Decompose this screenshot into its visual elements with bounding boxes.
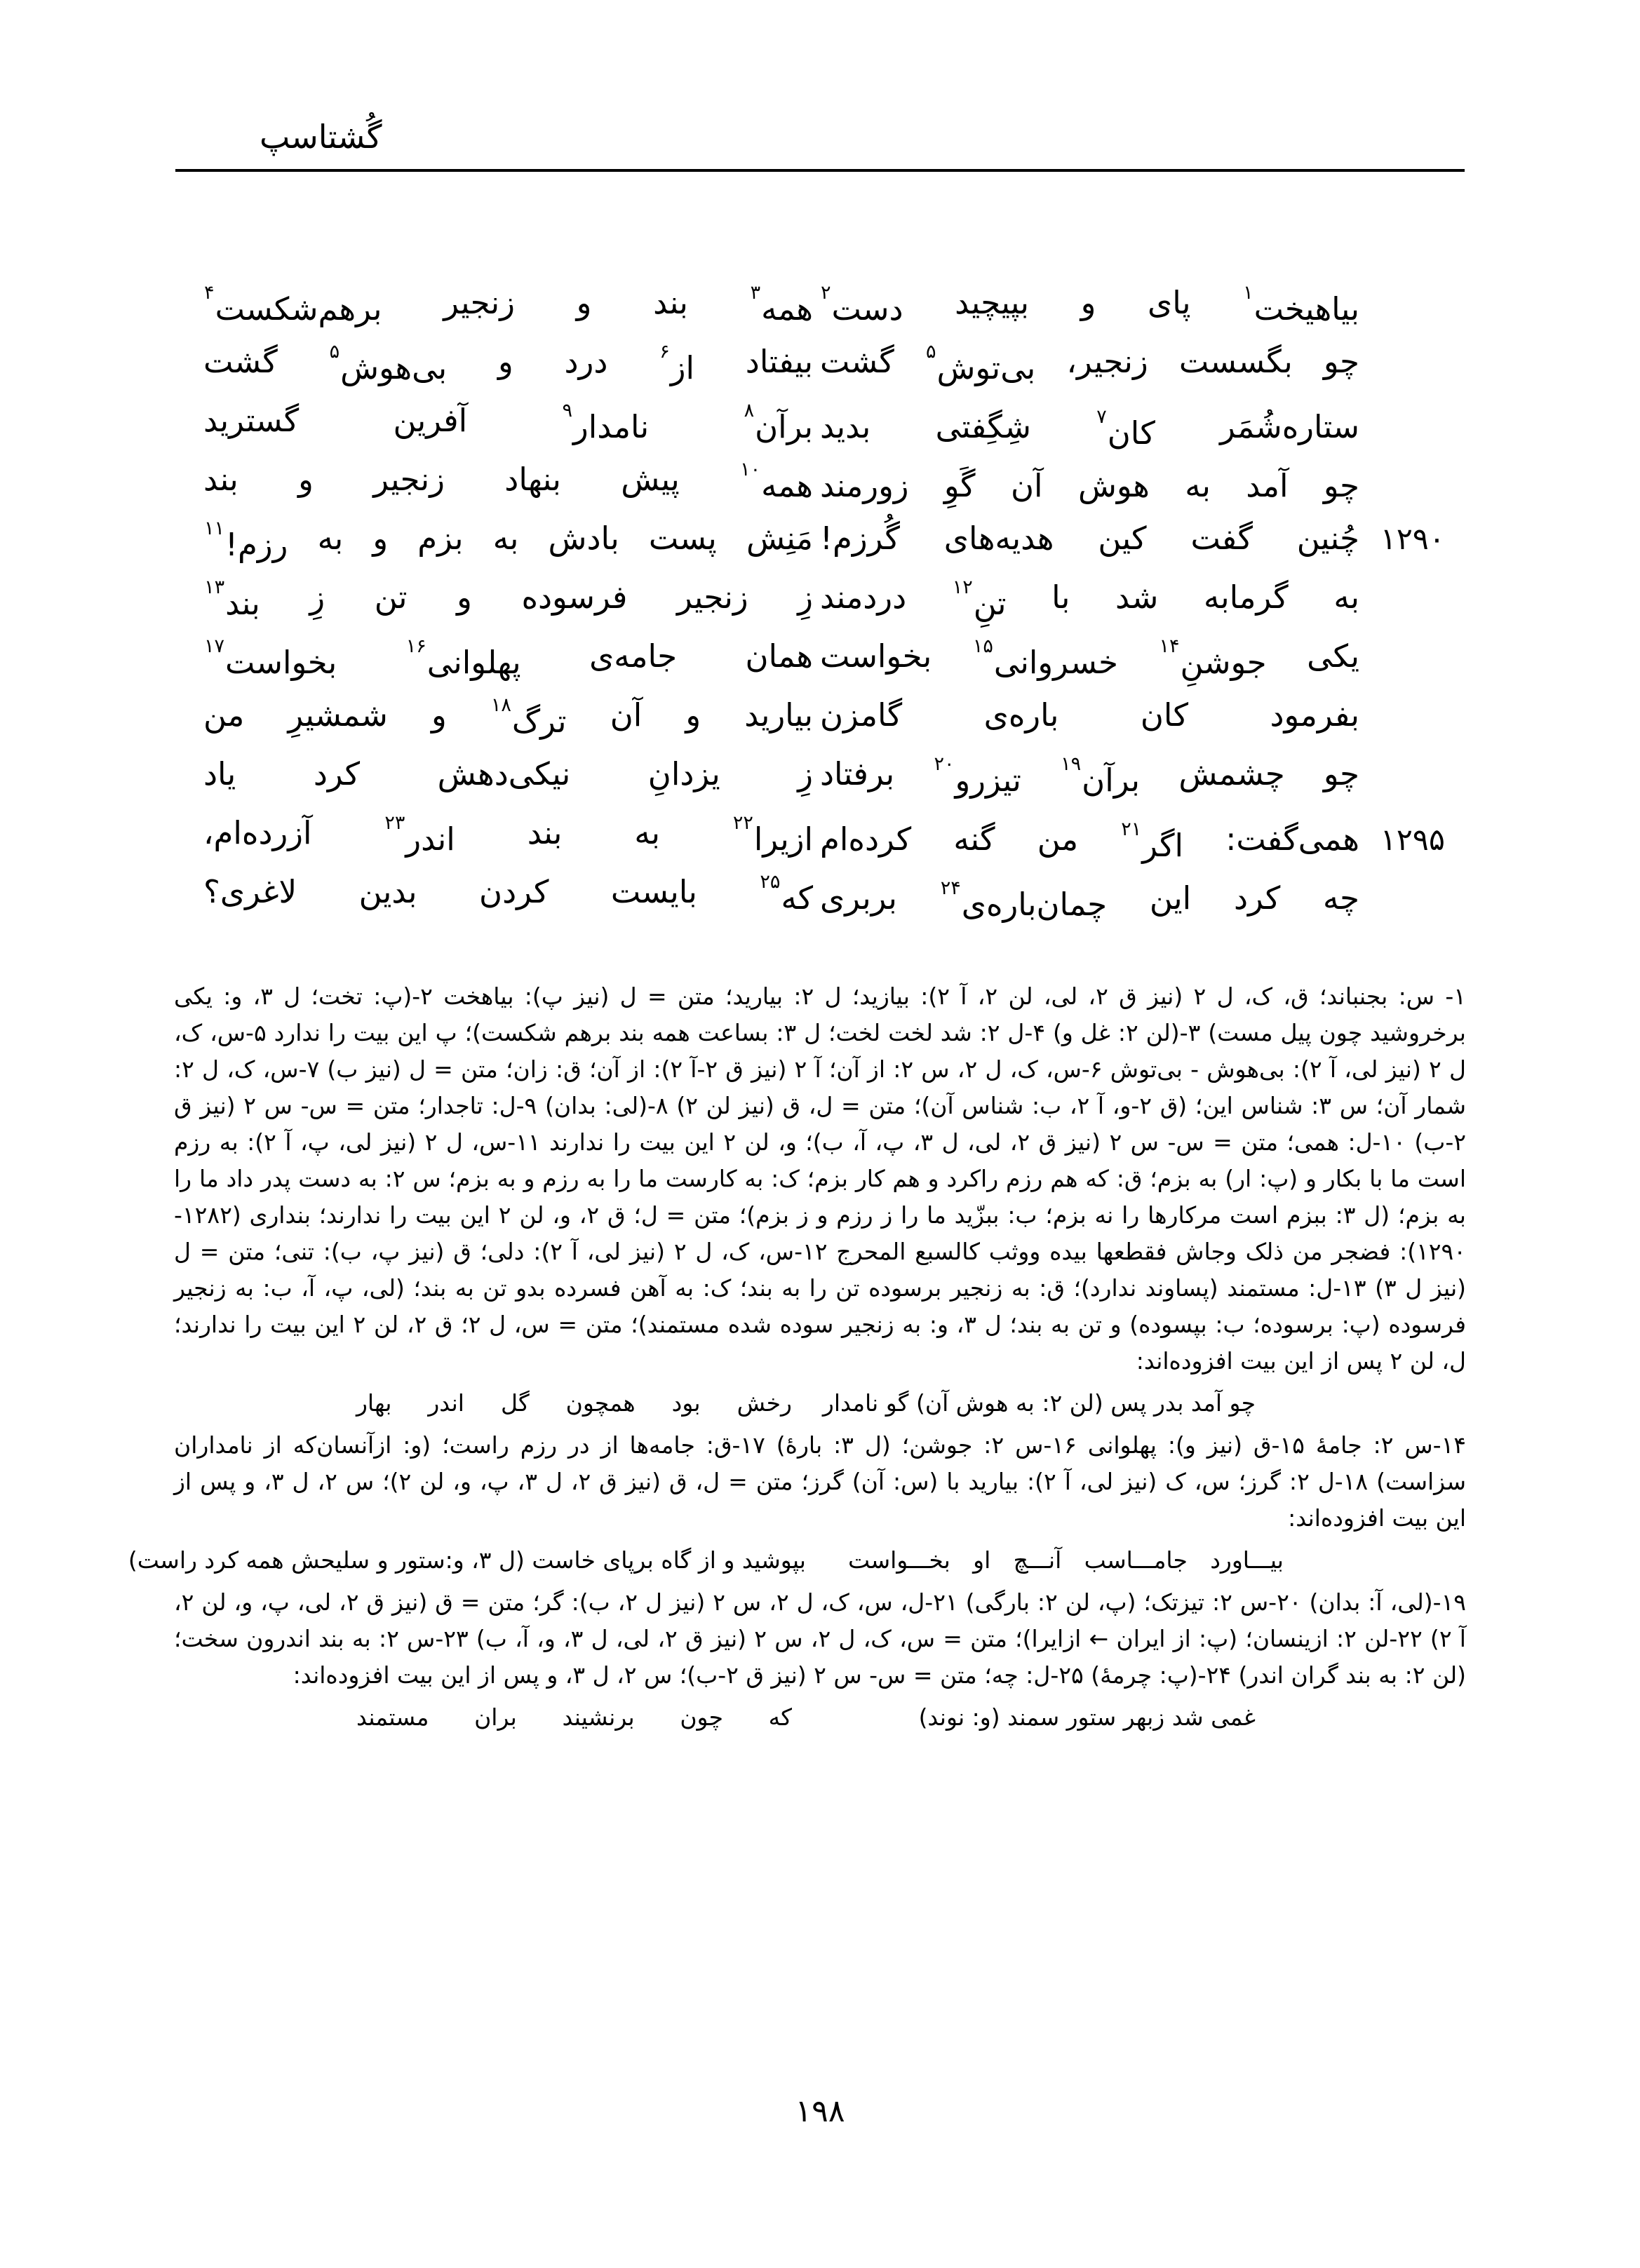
verse-word: و	[1080, 284, 1096, 321]
hemistich-left	[175, 274, 820, 339]
verse-word: ازیرا$^{۲۲}$	[732, 812, 813, 858]
hemistich-left	[175, 804, 820, 869]
verse-word: چمان‌باره‌ی$^{۲۴}$	[940, 877, 1108, 923]
verse-word: یاد	[203, 755, 236, 792]
verse-word: خسروانی$^{۱۵}$	[972, 635, 1118, 681]
hemistich-text	[203, 627, 813, 692]
footnote-marker[interactable]: ۱۰	[740, 459, 761, 480]
verse-line	[175, 568, 1465, 627]
inset-verse-word: برنشیند	[562, 1703, 635, 1731]
hemistich-text	[820, 332, 1359, 398]
verse-word: بربری	[820, 879, 897, 917]
verse-word: اندر$^{۲۳}$	[384, 812, 455, 858]
verse-word: زِ	[309, 579, 325, 616]
hemistich-right-wrap	[820, 274, 1465, 339]
verse-word: گُرزم!	[820, 520, 900, 557]
footnote-marker[interactable]: ۱۳	[204, 576, 225, 598]
verse-word: چو	[1323, 343, 1359, 380]
footnote-marker[interactable]: ۱۴	[1159, 635, 1180, 657]
verse-word: این	[1149, 879, 1192, 917]
verse-word: بادش	[548, 520, 619, 557]
hemistich-left	[175, 745, 820, 804]
verse-word: بخواست	[820, 637, 932, 675]
footnote-marker[interactable]: ۲۲	[732, 812, 753, 834]
hemistich-right-wrap	[820, 398, 1465, 463]
inset-verse-1	[174, 1384, 1466, 1423]
inset-verse-word: همچون	[565, 1389, 636, 1417]
hemistich-left	[175, 627, 820, 692]
verse-word: من	[1037, 821, 1079, 858]
running-head-area	[175, 118, 1465, 172]
hemistich-left	[175, 391, 820, 457]
verse-word: و	[457, 579, 472, 616]
verse-word: بی‌هوش$^۵$	[329, 341, 448, 386]
verse-word: تن	[374, 579, 408, 616]
footnote-marker[interactable]: ۱۷	[204, 635, 225, 657]
critical-apparatus	[128, 978, 1467, 1741]
verse-word: برآن$^۸$	[744, 400, 813, 445]
verse-word: شِگِفتی	[935, 408, 1031, 445]
verse-word: زنجیر،	[1066, 343, 1148, 380]
hemistich-text	[203, 450, 813, 515]
hemistich-left	[175, 568, 820, 633]
verse-word: بگسست	[1178, 343, 1293, 380]
verse-word: کردن	[479, 873, 549, 910]
verse-word: بنهاد	[504, 461, 561, 498]
footnote-marker[interactable]: ۶	[659, 341, 670, 363]
verse-number: ۱۲۹۵	[1380, 823, 1445, 858]
verse-word: بزم	[417, 520, 464, 557]
verse-line	[175, 627, 1465, 686]
footnote-marker[interactable]: ۳	[750, 282, 761, 304]
inset-verse-word: آنـــچ	[1013, 1546, 1062, 1574]
verse-word: بیارید	[744, 696, 813, 734]
verse-word: دست$^۲$	[821, 282, 903, 328]
verse-word: رزم!$^{۱۱}$	[204, 518, 288, 563]
hemistich-right-wrap	[820, 810, 1465, 875]
hemistich-text	[820, 810, 1359, 875]
inset-verse-word: چو آمد بدر پس (لن ۲: به هوش آن) گو نامدار	[822, 1389, 1256, 1417]
verse-word: کان$^۷$	[1096, 406, 1155, 452]
hemistich-text	[203, 568, 813, 633]
verse-word: باره‌ی	[983, 696, 1059, 734]
hemistich-left	[175, 332, 820, 398]
verse-word: نیکی‌دهش	[437, 755, 571, 792]
footnote-marker[interactable]: ۲۴	[940, 877, 961, 899]
verse-word: من	[203, 696, 245, 734]
inset-verse-word: بود	[671, 1389, 701, 1417]
running-head-title: گُشتاسپ	[260, 118, 382, 156]
verse-word: بپیچید	[955, 284, 1030, 321]
verse-number: ۱۲۹۰	[1380, 522, 1445, 557]
verse-word: یزدانِ	[647, 755, 720, 792]
verse-line	[175, 686, 1465, 745]
verse-word: همان	[745, 637, 813, 675]
footnote-marker[interactable]: ۲۳	[384, 812, 405, 834]
verse-word: لاغری؟	[203, 873, 297, 910]
verse-word: برآن$^{۱۹}$	[1061, 753, 1141, 799]
verse-word: چه	[1323, 879, 1359, 917]
verse-line	[175, 332, 1465, 391]
verse-word: چشمش	[1178, 755, 1285, 792]
footnote-marker[interactable]: ۷	[1096, 406, 1107, 428]
hemistich-text	[203, 391, 813, 457]
apparatus-paragraph-2: ۱۴-س ۲: جامهٔ ۱۵-ق (نیز و): پهلوانی ۱۶-س ۲: جوشن؛ (ل ۳: بارهٔ) ۱۷-ق: جامه‌ها از در رزم راست؛ (و: ازآنسان‌که از نامداران سزاست) ۱۸-ل ۲: گرز؛ س، ک (نیز لی، آ ۲): بیارید با (س: آن) گرز؛ متن = ل، ق (نیز ق ۲، ل ۳، پ، و، لن ۲)؛ س ۲، ل ۳، و پس از این بیت افزوده‌اند:	[174, 1431, 1467, 1532]
hemistich-text	[203, 804, 813, 869]
footnote-marker[interactable]: ۸	[744, 400, 755, 421]
hemistich-text	[820, 568, 1359, 633]
verse-word: آفرین	[393, 402, 468, 439]
verse-word: بدین	[358, 873, 417, 910]
verse-word: شد	[1115, 579, 1159, 616]
hemistich-text	[820, 274, 1359, 339]
verse-word: به	[492, 520, 519, 557]
verse-word: و	[298, 461, 314, 498]
verse-word: ستاره‌شُمَر	[1220, 408, 1359, 445]
hemistich-text	[203, 686, 813, 751]
hemistich-text	[820, 398, 1359, 463]
verse-word: آن	[610, 696, 643, 734]
verse-line	[175, 745, 1465, 804]
verse-word: مَنِش	[746, 520, 813, 557]
footnote-marker[interactable]: ۹	[562, 400, 573, 421]
verse-block	[175, 274, 1465, 922]
inset-verse-word: بران	[474, 1703, 517, 1731]
inset-verse-word: اندر	[428, 1389, 464, 1417]
hemistich-left	[175, 450, 820, 515]
verse-word: و	[497, 343, 513, 380]
inset-verse-word: او	[973, 1546, 991, 1574]
verse-word: گرمابه	[1204, 579, 1289, 616]
verse-word: زنجیر	[676, 579, 748, 616]
verse-word: کین	[1098, 520, 1147, 557]
verse-word: بایست	[610, 873, 697, 910]
inset-verse-3-hemistich-left	[174, 1698, 820, 1737]
hemistich-right-wrap	[820, 869, 1465, 934]
hemistich-left	[175, 509, 820, 574]
verse-word: گسترید	[203, 402, 300, 439]
inset-verse-word: جامـــاسب	[1084, 1546, 1188, 1574]
verse-line	[175, 274, 1465, 332]
footnote-marker[interactable]: ۱۶	[405, 635, 426, 657]
hemistich-left	[175, 686, 820, 751]
hemistich-text	[820, 745, 1359, 810]
inset-verse-word: که	[768, 1703, 792, 1731]
verse-word: بدید	[820, 408, 871, 445]
verse-word: گَوِ	[943, 467, 976, 504]
verse-word: بند	[203, 461, 238, 498]
verse-word: بی‌توش$^۵$	[925, 341, 1036, 386]
footnote-marker[interactable]: ۱۸	[490, 694, 511, 716]
verse-word: که$^{۲۵}$	[760, 871, 813, 917]
inset-verse-word: بخـــواست	[848, 1546, 950, 1574]
verse-word: چو	[1323, 467, 1359, 504]
verse-word: گشت	[820, 343, 894, 380]
verse-word: بفرمود	[1270, 696, 1359, 734]
verse-word: و	[685, 696, 701, 734]
verse-word: گفت	[1190, 520, 1253, 557]
footnote-marker[interactable]: ۱۵	[972, 635, 993, 657]
verse-word: با	[1051, 579, 1070, 616]
verse-line	[175, 391, 1465, 450]
verse-word: آزرده‌ام،	[203, 814, 312, 851]
hemistich-text	[820, 627, 1359, 692]
hemistich-text	[203, 509, 813, 574]
verse-word: پای	[1148, 284, 1191, 321]
verse-word: برفتاد	[820, 755, 895, 792]
verse-word: پهلوانی$^{۱۶}$	[405, 635, 521, 681]
hemistich-right-wrap	[820, 627, 1465, 692]
verse-word: ترگ$^{۱۸}$	[490, 694, 567, 740]
verse-word: بند$^{۱۳}$	[204, 576, 260, 622]
verse-word: و	[576, 284, 592, 321]
verse-word: هوش	[1077, 467, 1150, 504]
verse-word: کرد	[313, 755, 361, 792]
folio-number: ۱۹۸	[795, 2093, 845, 2129]
hemistich-right-wrap	[820, 568, 1465, 633]
verse-word: همی‌گفت:	[1225, 821, 1359, 858]
verse-word: اگر$^{۲۱}$	[1121, 818, 1184, 864]
verse-word: زِ	[798, 579, 813, 616]
header-rule	[175, 169, 1465, 172]
apparatus-paragraph-3: ۱۹-(لی، آ: بدان) ۲۰-س ۲: تیزتک؛ (پ، لن ۲: بارگی) ۲۱-ل، س، ک، ل ۲، س ۲ (نیز ل ۲، ب): گر؛ متن = ق (نیز ق ۲، لی، پ، و، لن ۲، آ ۲) ۲۲-لن ۲: ازینسان؛ (پ: از ایران ← ازایرا)؛ متن = س، ک، ل ۲، س ۲ (نیز ق ۲، لی، ل ۳، و، آ، ب) ۲۳-س ۲: به بند اندرون سخت؛ (لن ۲: به بند گران اندر) ۲۴-(پ: چرمهٔ) ۲۵-ل: چه؛ متن = س- س ۲ (نیز ق ۲-ب)؛ س ۲، ل ۳، و پس از این بیت افزوده‌اند:	[174, 1588, 1467, 1689]
verse-word: کرد	[1233, 879, 1281, 917]
verse-word: فرسوده	[521, 579, 628, 616]
inset-verse-word: چون	[680, 1703, 723, 1731]
verse-word: کرده‌ام	[820, 821, 912, 858]
verse-word: تنِ$^{۱۲}$	[952, 576, 1007, 622]
inset-verse-3-hemistich-right	[820, 1698, 1466, 1737]
verse-word: جامه‌ی	[589, 637, 678, 675]
inset-verse-2-hemistich-right	[820, 1541, 1466, 1580]
verse-word: به	[1333, 579, 1359, 616]
hemistich-left	[175, 863, 820, 928]
verse-word: زِ	[798, 755, 813, 792]
hemistich-right-wrap	[820, 509, 1465, 569]
inset-verse-1-hemistich-left	[174, 1384, 820, 1423]
verse-line	[175, 863, 1465, 922]
inset-verse-word: غمی شد زبهر ستور سمند (و: نوند)	[918, 1703, 1256, 1731]
footnote-marker[interactable]: ۱	[1243, 282, 1253, 304]
verse-word: گشت	[203, 343, 278, 380]
hemistich-right-wrap	[820, 686, 1465, 745]
verse-word: زنجیر	[443, 284, 515, 321]
hemistich-text	[203, 863, 813, 928]
verse-word: بند	[527, 814, 563, 851]
inset-verse-word: بپوشید و از گاه برپای خاست (ل ۳، و:ستور و سلیحش همه کرد راست)	[128, 1546, 806, 1574]
verse-word: به	[317, 520, 344, 557]
verse-word: جوشنِ$^{۱۴}$	[1159, 635, 1267, 681]
verse-word: برهم‌شکست$^۴$	[204, 282, 382, 328]
hemistich-text	[820, 457, 1359, 515]
inset-verse-word: بیـــاورد	[1210, 1546, 1284, 1574]
hemistich-right-wrap	[820, 745, 1465, 810]
verse-word: بیفتاد	[745, 343, 813, 380]
verse-word: هدیه‌های	[943, 520, 1054, 557]
verse-word: بیاهیخت$^۱$	[1243, 282, 1359, 328]
inset-verse-word: رخش	[737, 1389, 792, 1417]
inset-verse-1-hemistich-right	[820, 1384, 1466, 1423]
verse-line	[175, 450, 1465, 509]
verse-word: آن	[1010, 467, 1043, 504]
verse-word: یکی	[1307, 637, 1359, 675]
verse-word: گامزن	[820, 696, 903, 734]
verse-word: دردمند	[820, 579, 907, 616]
footnote-marker[interactable]: ۲۰	[934, 753, 955, 775]
footnote-marker[interactable]: ۲۱	[1121, 818, 1142, 840]
footnote-marker[interactable]: ۲	[821, 282, 831, 304]
verse-line	[175, 804, 1465, 863]
footnote-marker[interactable]: ۱۹	[1061, 753, 1082, 775]
hemistich-text	[820, 509, 1359, 568]
verse-word: به	[1185, 467, 1211, 504]
verse-word: از$^۶$	[659, 341, 694, 386]
hemistich-right-wrap	[820, 457, 1465, 516]
verse-word: و	[372, 520, 389, 557]
hemistich-text	[820, 869, 1359, 934]
footnote-marker[interactable]: ۱۱	[204, 518, 225, 539]
verse-word: کان	[1140, 696, 1189, 734]
verse-word: آمد	[1246, 467, 1289, 504]
verse-word: شمشیرِ	[288, 696, 388, 734]
inset-verse-word: گل	[500, 1389, 530, 1417]
footnote-marker[interactable]: ۴	[204, 282, 215, 304]
footnote-marker[interactable]: ۲۵	[760, 871, 781, 893]
verse-word: پیش	[621, 461, 680, 498]
apparatus-paragraph-1: ۱- س: بجنباند؛ ق، ک، ل ۲ (نیز ق ۲، لی، لن ۲، آ ۲): بیازید؛ ل ۲: بیارید؛ متن = ل (نیز پ): بیاهخت ۲-(پ: تخت؛ ل ۳، و: یکی برخروشید چون پیل مست) ۳-(لن ۲: غل و) ۴-ل ۲: شد لخت لخت؛ ل ۳: بساعت همه بند برهم شکست)؛ پ این بیت را ندارد ۵-س، ک، ل ۲ (نیز لی، آ ۲): بی‌هوش - بی‌توش ۶-س، ک، ل ۲، س ۲: از آن؛ آ ۲ (نیز ق ۲-آ ۲): از آن؛ ق: زان؛ متن = ل (نیز ب) ۷-س، ک، ل ۲: شمار آن؛ س ۳: شناس این؛ (ق ۲-و، آ ۲، ب: شناس آن)؛ متن = ل، ق (نیز لن ۲) ۸-(لی: بدان) ۹-ل: تاجدار؛ متن = س- س ۲ (نیز ق ۲-ب) ۱۰-ل: همی؛ متن = س- س ۲ (نیز ق ۲، لی، ل ۳، پ، آ، ب)؛ و، لن ۲ این بیت را ندارند ۱۱-س، ل ۲ (نیز لی، پ، آ ۲): به رزم است ما با بکار و (پ: ار) به بزم؛ ق: که هم رزم راکرد و هم کار بزم؛ ک: به کارست ما را به رزم و به بزم؛ س ۲: به دست پدر داد ما را به بزم؛ (ل ۳: ببزم است مرکارها را نه بزم؛ ب: ببزّید ما را ز رزم و ز بزم)؛ متن = ل؛ ق ۲، و، لن ۲ این بیت را ندارند؛ بنداری (۱۲۸۲- ۱۲۹۰): فضجر من ذلک وجاش فقطعها بیده ووثب کالسبع المحرج ۱۲-س، ک، ل ۲ (نیز لی، آ ۲): دلی؛ ق (نیز پ، ب): تنی؛ متن = ل (نیز ل ۳) ۱۳-ل: مستمند (پساوند ندارد)؛ ق: به زنجیر برسوده تن را به بند؛ ک: به آهن فسرده بدو تن به بند؛ (لی، پ، آ، ب: به زنجیر فرسوده (پ: برسوده؛ ب: بپسوده) و تن به بند؛ ل ۳، و: به زنجیر سوده شده مستمند)؛ متن = س، ل ۲؛ ق ۲، لن ۲ این بیت را ندارند؛ ل، لن ۲ پس از این بیت افزوده‌اند:	[174, 983, 1467, 1375]
hemistich-text	[820, 686, 1359, 745]
verse-word: چو	[1323, 755, 1359, 792]
hemistich-right-wrap	[820, 332, 1465, 398]
verse-word: بخواست$^{۱۷}$	[204, 635, 337, 681]
inset-verse-3	[174, 1698, 1466, 1737]
hemistich-text	[203, 332, 813, 398]
inset-verse-word: بهار	[356, 1389, 392, 1417]
hemistich-text	[203, 274, 813, 339]
verse-word: پست	[648, 520, 717, 557]
verse-word: درد	[564, 343, 608, 380]
inset-verse-word: مستمند	[356, 1703, 429, 1731]
footnote-marker[interactable]: ۵	[329, 341, 340, 363]
inset-verse-2	[128, 1541, 1466, 1580]
verse-word: همه$^۳$	[750, 282, 813, 328]
verse-word: تیزرو$^{۲۰}$	[934, 753, 1021, 799]
verse-word: زورمند	[820, 467, 909, 504]
verse-word: به	[634, 814, 660, 851]
verse-word: بند	[653, 284, 688, 321]
verse-word: چُنین	[1296, 520, 1359, 557]
verse-word: گنه	[953, 821, 995, 858]
footnote-marker[interactable]: ۵	[925, 341, 936, 363]
verse-word: و	[431, 696, 447, 734]
verse-word: نامدار$^۹$	[562, 400, 650, 445]
inset-verse-2-hemistich-left	[128, 1541, 820, 1580]
verse-word: زنجیر	[373, 461, 445, 498]
verse-word: همه$^{۱۰}$	[740, 459, 813, 504]
footnote-marker[interactable]: ۱۲	[952, 576, 973, 598]
hemistich-text	[203, 745, 813, 804]
verse-line	[175, 509, 1465, 568]
